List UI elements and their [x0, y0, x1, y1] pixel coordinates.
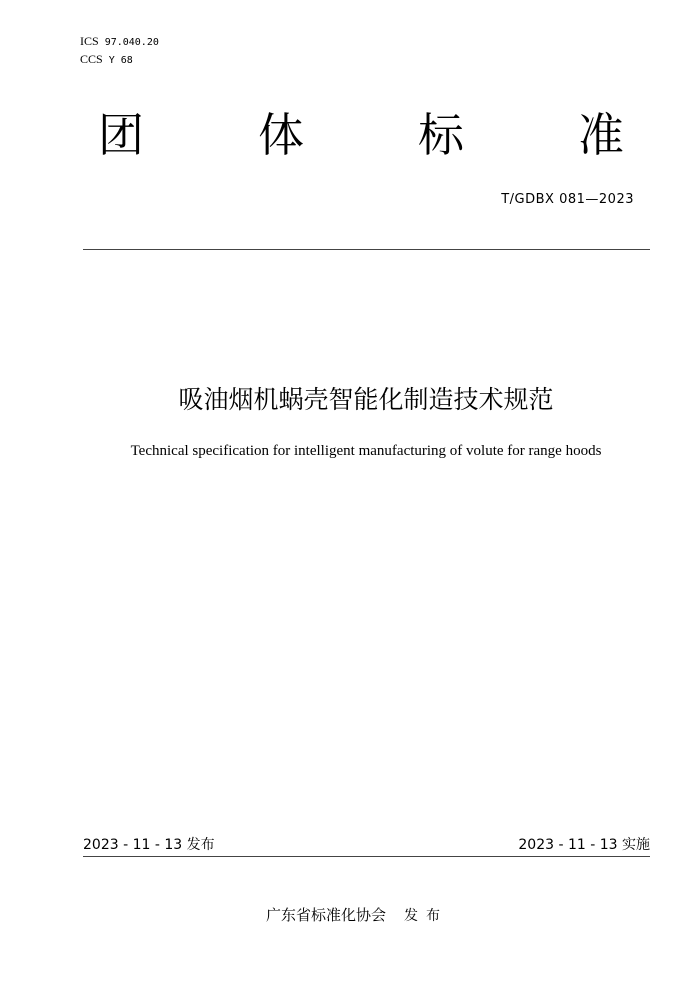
header-char-tuan: 团: [98, 108, 144, 162]
publish-date: 2023 - 11 - 13 发布: [83, 837, 215, 853]
ics-code: 97.040.20: [104, 37, 159, 48]
ccs-label: CCS: [80, 52, 103, 66]
ics-label: ICS: [80, 34, 99, 48]
implement-date: 2023 - 11 - 13 实施: [518, 837, 650, 853]
publisher-action: 发布: [404, 908, 448, 924]
bottom-divider: [83, 856, 650, 857]
ics-classification: [80, 34, 159, 50]
standard-number: T/GDBX 081—2023: [501, 192, 634, 207]
ccs-code: Y 68: [108, 55, 133, 66]
header-char-ti: 体: [258, 108, 304, 162]
title-chinese: 吸油烟机蜗壳智能化制造技术规范: [178, 385, 554, 414]
title-english: Technical specification for intelligent manufacturing of volute for range hoods: [130, 443, 602, 459]
ccs-classification: [80, 52, 133, 68]
header-char-zhun: 准: [578, 108, 624, 162]
top-divider: [83, 249, 650, 250]
header-char-biao: 标: [418, 108, 464, 162]
publisher-name: 广东省标准化协会: [265, 906, 386, 924]
publisher-line: [0, 904, 700, 927]
